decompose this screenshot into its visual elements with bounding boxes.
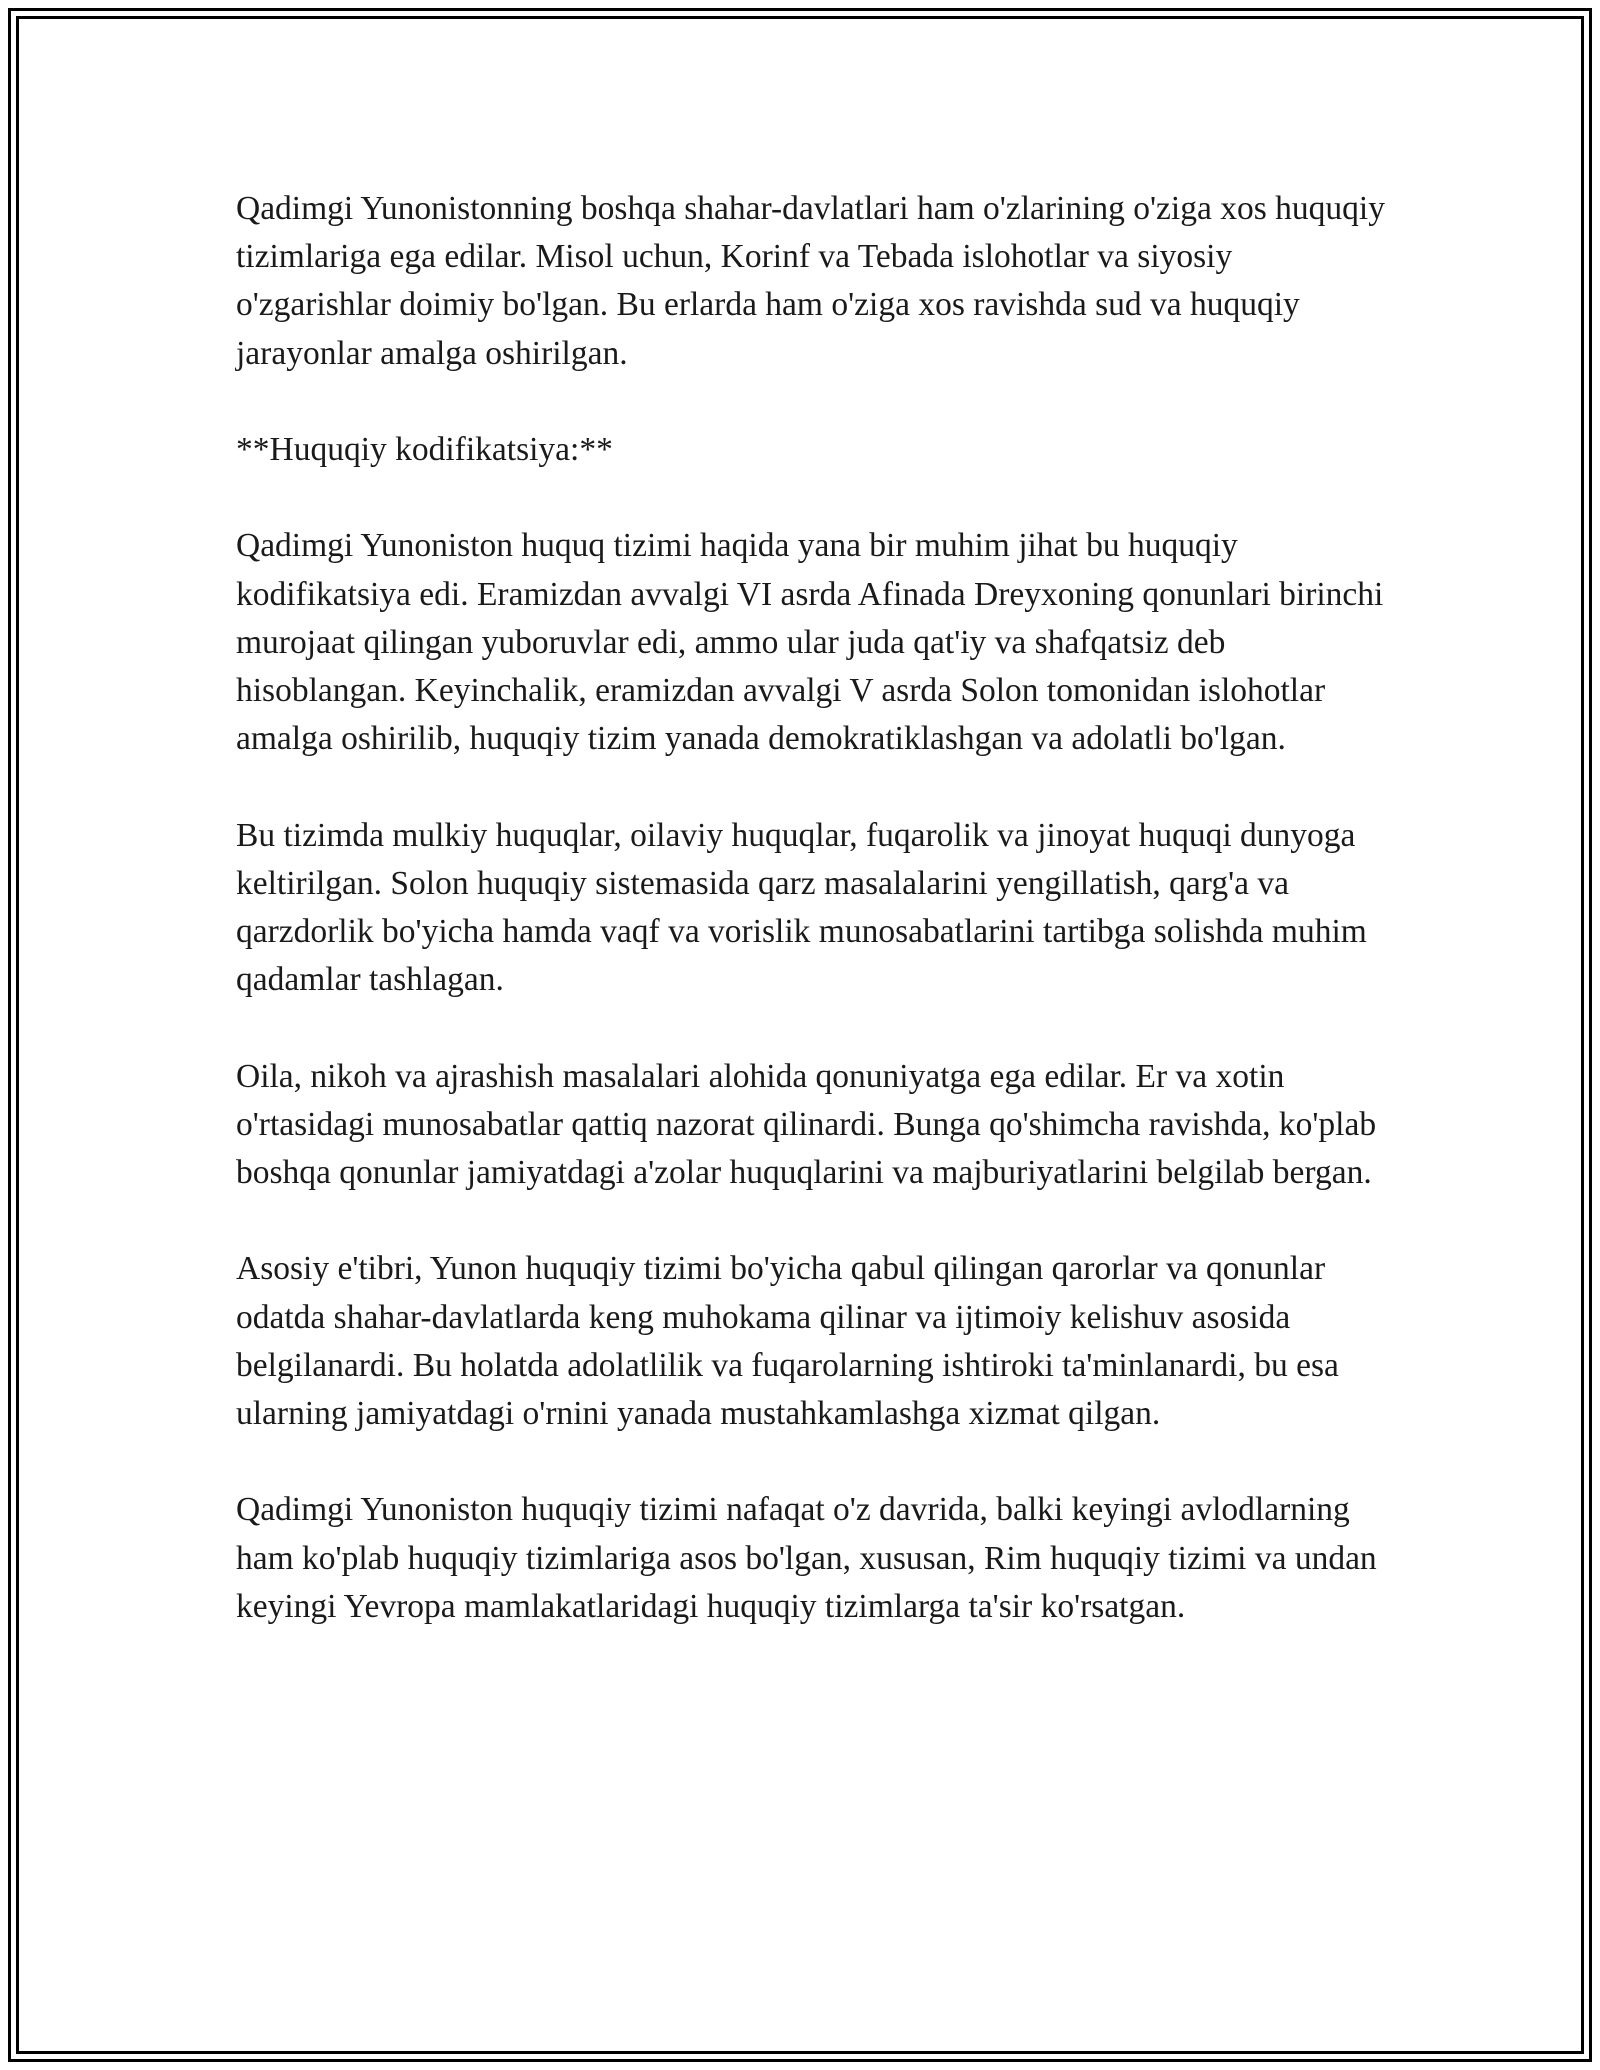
paragraph-city-states: Qadimgi Yunonistonning boshqa shahar-davlatlari ham o'zlarining o'ziga xos huquqiy tizimlariga ega edilar. Misol uchun, Korinf va Tebada islohotlar va siyosiy o'zgarishlar doimiy bo'lgan. Bu erlarda ham o'ziga xos ravishda sud va huquqiy jarayonlar amalga oshirilgan. <box>236 190 1385 372</box>
paragraph-property-rights: Bu tizimda mulkiy huquqlar, oilaviy huquqlar, fuqarolik va jinoyat huquqi dunyoga keltirilgan. Solon huquqiy sistemasida qarz masalalarini yengillatish, qarg'a va qarzdorlik bo'yicha hamda vaqf va vorislik munosabatlarini tartibga solishda muhim qadamlar tashlagan. <box>236 816 1367 999</box>
paragraph-legacy: Qadimgi Yunoniston huquqiy tizimi nafaqat o'z davrida, balki keyingi avlodlarning ham ko'plab huquqiy tizimlariga asos bo'lgan, xususan, Rim huquqiy tizimi va undan keyingi Yevropa mamlakatlaridagi huquqiy tizimlarga ta'sir ko'rsatgan. <box>236 1491 1377 1625</box>
section-heading-codification: **Huquqiy kodifikatsiya:** <box>236 431 613 468</box>
document-body <box>236 185 1386 1679</box>
paragraph-public-deliberation: Asosiy e'tibri, Yunon huquqiy tizimi bo'yicha qabul qilingan qarorlar va qonunlar odatda shahar-davlatlarda keng muhokama qilinar va ijtimoiy kelishuv asosida belgilanardi. Bu holatda adolatlilik va fuqarolarning ishtiroki ta'minlanardi, bu esa ularning jamiyatdagi o'rnini yanada mustahkamlashga xizmat qilgan. <box>236 1250 1339 1432</box>
paragraph-codification: Qadimgi Yunoniston huquq tizimi haqida yana bir muhim jihat bu huquqiy kodifikatsiya edi. Eramizdan avvalgi VI asrda Afinada Dreyxoning qonunlari birinchi murojaat qilingan yuboruvlar edi, ammo ular juda qat'iy va shafqatsiz deb hisoblangan. Keyinchalik, eramizdan avvalgi V asrda Solon tomonidan islohotlar amalga oshirilib, huquqiy tizim yanada demokratiklashgan va adolatli bo'lgan. <box>236 527 1384 758</box>
paragraph-family-law: Oila, nikoh va ajrashish masalalari alohida qonuniyatga ega edilar. Er va xotin o'rtasidagi munosabatlar qattiq nazorat qilinardi. Bunga qo'shimcha ravishda, ko'plab boshqa qonunlar jamiyatdagi a'zolar huquqlarini va majburiyatlarini belgilab bergan. <box>236 1057 1377 1191</box>
